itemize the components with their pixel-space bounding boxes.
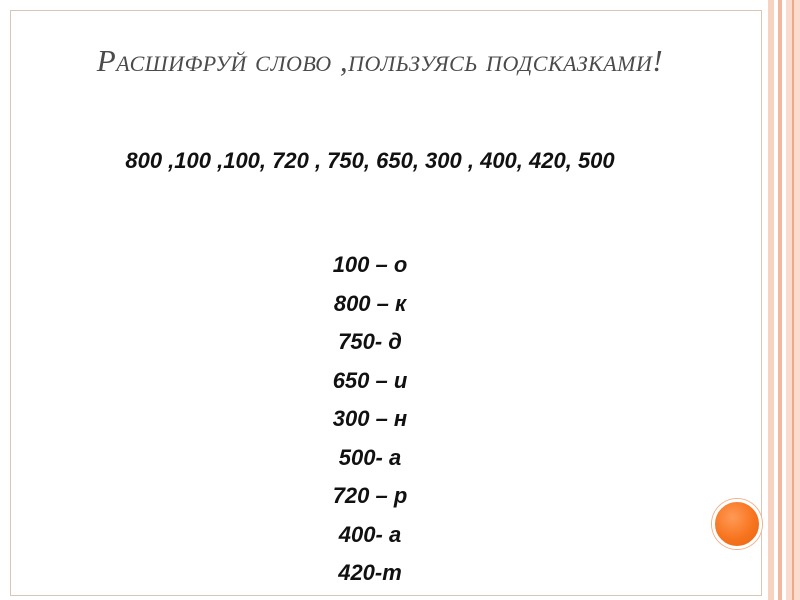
key-item: 300 – н [332, 406, 408, 431]
decorative-circle-icon [712, 499, 762, 549]
decorative-stripe [778, 0, 782, 600]
key-item: 750- д [338, 329, 402, 354]
decorative-stripe [768, 0, 774, 600]
slide-title: Расшифруй слово ,пользуясь подсказками! [96, 43, 664, 78]
key-item: 100 – о [332, 252, 408, 277]
decorative-stripe [792, 0, 794, 600]
key-item: 720 – р [332, 483, 408, 508]
decoding-key-list [270, 250, 470, 597]
key-item: 500- а [338, 444, 402, 470]
key-item: 650 – и [332, 367, 408, 393]
code-sequence: 800 ,100 ,100, 720 , 750, 650, 300 , 400, 420, 500 [125, 148, 615, 173]
key-item: 400- а [338, 521, 402, 547]
key-item: 800 – к [333, 290, 407, 316]
key-item: 420-т [338, 560, 402, 585]
